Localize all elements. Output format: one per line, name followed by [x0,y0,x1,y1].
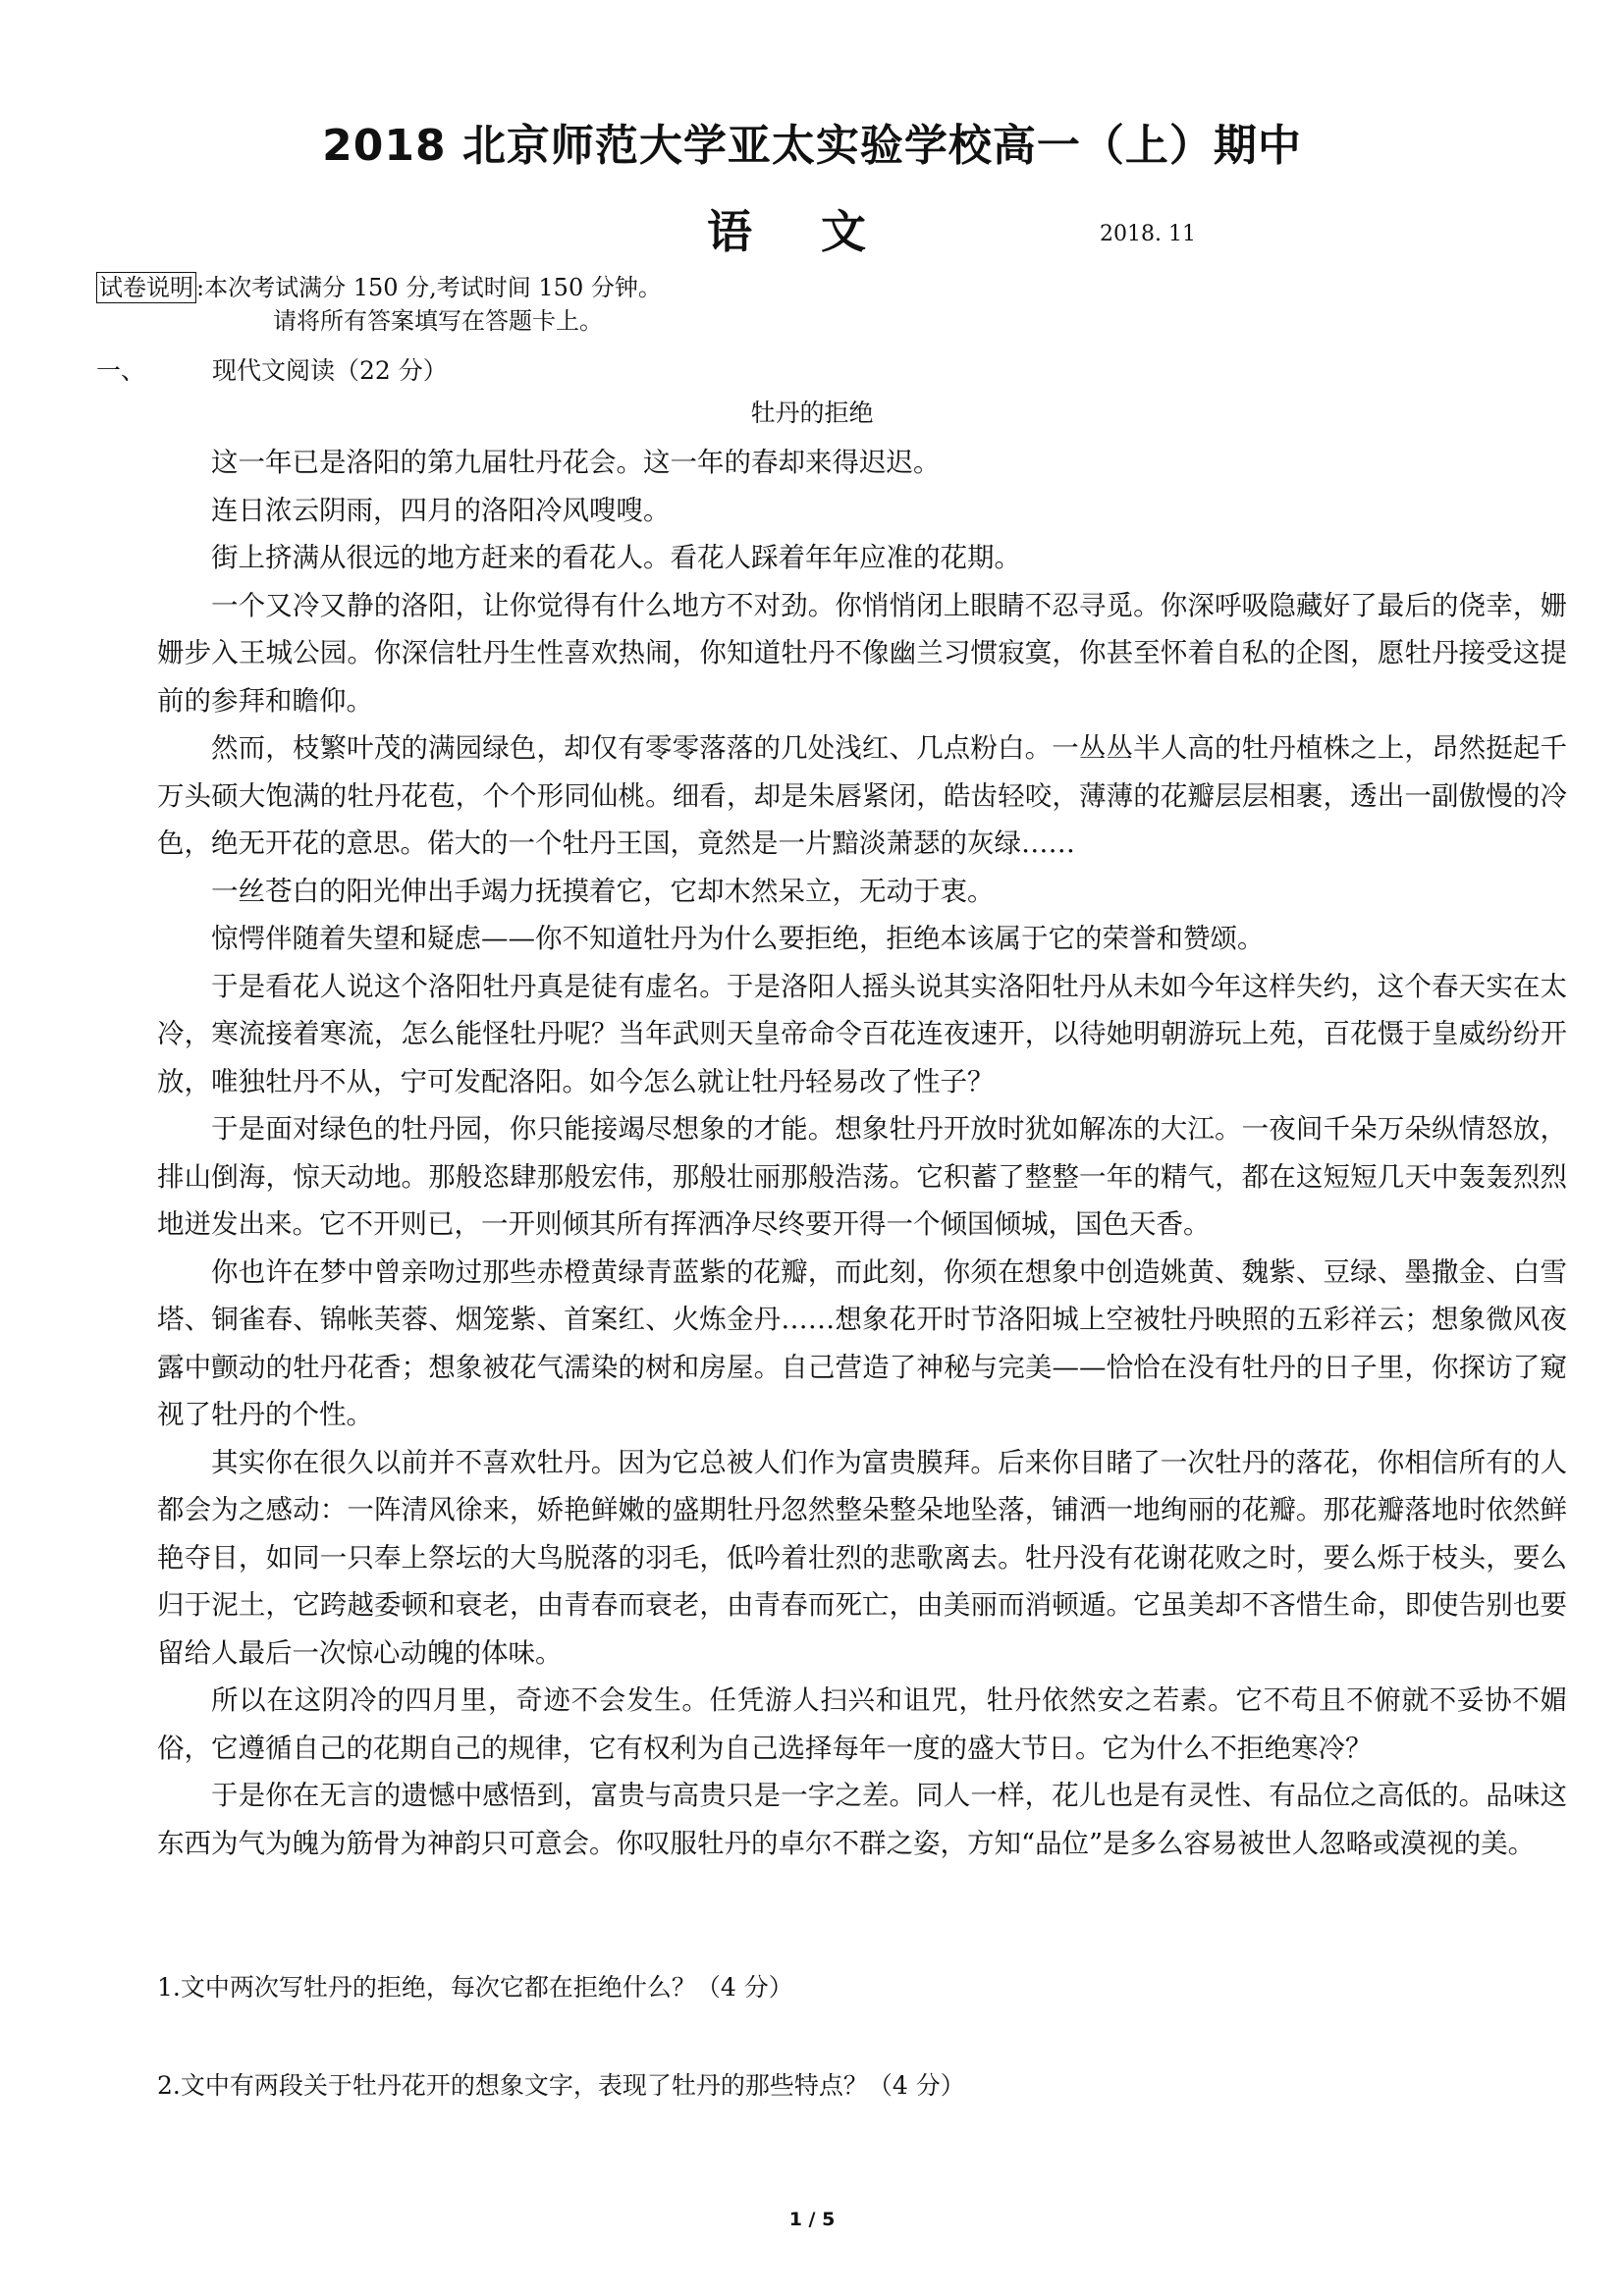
article-paragraph: 于是面对绿色的牡丹园，你只能接竭尽想象的才能。想象牡丹开放时犹如解冻的大江。一夜间千朵万朵纵情怒放，排山倒海，惊天动地。那般恣肆那般宏伟，那般壮丽那般浩荡。它积蓄了整整一年的精气，都在这短短几天中轰轰烈烈地迸发出来。它不开则已，一开则倾其所有挥洒净尽终要开得一个倾国倾城，国色天香。 [157,1113,1567,1240]
article-paragraph: 一丝苍白的阳光伸出手竭力抚摸着它，它却木然呆立，无动于衷。 [211,875,995,907]
article-paragraph: 这一年已是洛阳的第九届牡丹花会。这一年的春却来得迟迟。 [211,447,941,478]
section-heading [96,351,448,387]
instructions-label: 试卷说明 [96,272,196,303]
section-title: 现代文阅读（22 分） [212,356,448,385]
article-paragraph: 你也许在梦中曾亲吻过那些赤橙黄绿青蓝紫的花瓣，而此刻，你须在想象中创造姚黄、魏紫、豆绿、墨撒金、白雪塔、铜雀春、锦帐芙蓉、烟笼紫、首案红、火炼金丹……想象花开时节洛阳城上空被牡丹映照的五彩祥云；想象微风夜露中颤动的牡丹花香；想象被花气濡染的树和房屋。自己营造了神秘与完美——恰恰在没有牡丹的日子里，你探访了窥视了牡丹的个性。 [157,1255,1567,1430]
article-paragraph: 惊愕伴随着失望和疑虑——你不知道牡丹为什么要拒绝，拒绝本该属于它的荣誉和赞颂。 [211,923,1265,954]
article-title: 牡丹的拒绝 [750,399,874,427]
exam-instructions [96,271,662,338]
article-paragraph: 所以在这阴冷的四月里，奇迹不会发生。任凭游人扫兴和诅咒，牡丹依然安之若素。它不苟且不俯就不妥协不媚俗，它遵循自己的花期自己的规律，它有权利为自己选择每年一度的盛大节日。它为什么不拒绝寒冷？ [157,1684,1567,1764]
article-paragraph: 连日浓云阴雨，四月的洛阳冷风嗖嗖。 [211,494,671,526]
article-paragraph: 于是你在无言的遗憾中感悟到，富贵与高贵只是一字之差。同人一样，花儿也是有灵性、有品位之高低的。品味这东西为气为魄为筋骨为神韵只可意会。你叹服牡丹的卓尔不群之姿，方知“品位”是多么容易被世人忽略或漠视的美。 [157,1780,1567,1859]
exam-date: 2018. 11 [1100,222,1196,246]
exam-title: 2018 北京师范大学亚太实验学校高一（上）期中 [322,121,1302,171]
article-paragraph: 街上挤满从很远的地方赶来的看花人。看花人踩着年年应准的花期。 [211,542,1021,573]
instructions-text-1: :本次考试满分 150 分,考试时间 150 分钟。 [196,274,662,301]
article-body [157,439,1567,1867]
question-1: 1.文中两次写牡丹的拒绝，每次它都在拒绝什么？（4 分） [157,1973,793,2002]
subject-title: 语文 [707,205,935,258]
section-number: 一、 [96,356,146,385]
article-paragraph: 其实你在很久以前并不喜欢牡丹。因为它总被人们作为富贵膜拜。后来你目睹了一次牡丹的落花，你相信所有的人都会为之感动：一阵清风徐来，娇艳鲜嫩的盛期牡丹忽然整朵整朵地坠落，铺洒一地绚丽的花瓣。那花瓣落地时依然鲜艳夺目，如同一只奉上祭坛的大鸟脱落的羽毛，低吟着壮烈的悲歌离去。牡丹没有花谢花败之时，要么烁于枝头，要么归于泥土，它跨越委顿和衰老，由青春而衰老，由青春而死亡，由美丽而消顿遁。它虽美却不吝惜生命，即使告别也要留给人最后一次惊心动魄的体味。 [157,1446,1567,1669]
instructions-text-2: 请将所有答案填写在答题卡上。 [273,307,603,335]
instructions-line-1 [96,271,662,304]
article-paragraph: 一个又冷又静的洛阳，让你觉得有什么地方不对劲。你悄悄闭上眼睛不忍寻觅。你深呼吸隐藏好了最后的侥幸，姗姗步入王城公园。你深信牡丹生性喜欢热闹，你知道牡丹不像幽兰习惯寂寞，你甚至怀着自私的企图，愿牡丹接受这提前的参拜和瞻仰。 [157,589,1567,717]
article-paragraph: 于是看花人说这个洛阳牡丹真是徒有虚名。于是洛阳人摇头说其实洛阳牡丹从未如今年这样失约，这个春天实在太冷，寒流接着寒流，怎么能怪牡丹呢？当年武则天皇帝命令百花连夜速开，以待她明朝游玩上苑，百花慑于皇威纷纷开放，唯独牡丹不从，宁可发配洛阳。如今怎么就让牡丹轻易改了性子？ [157,970,1567,1097]
page-number: 1 / 5 [788,2209,836,2230]
question-2: 2.文中有两段关于牡丹花开的想象文字，表现了牡丹的那些特点？（4 分） [157,2071,965,2100]
article-paragraph: 然而，枝繁叶茂的满园绿色，却仅有零零落落的几处浅红、几点粉白。一丛丛半人高的牡丹植株之上，昂然挺起千万头硕大饱满的牡丹花苞，个个形同仙桃。细看，却是朱唇紧闭，皓齿轻咬，薄薄的花瓣层层相裹，透出一副傲慢的冷色，绝无开花的意思。偌大的一个牡丹王国，竟然是一片黯淡萧瑟的灰绿…… [157,732,1567,859]
